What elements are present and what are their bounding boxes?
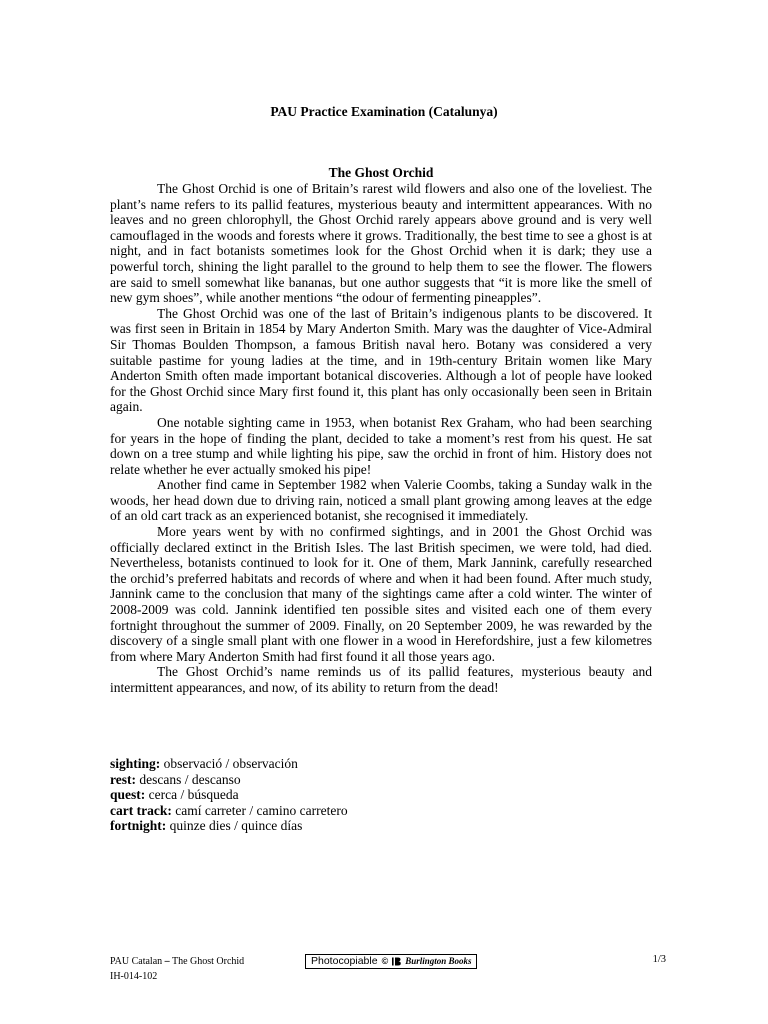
glossary-term: rest:	[110, 771, 136, 787]
footer-course-dash: –	[164, 956, 170, 967]
publisher-name: Burlington Books	[405, 956, 472, 966]
footer-course-prefix: PAU Catalan	[110, 956, 165, 967]
article-paragraph: The Ghost Orchid was one of the last of Britain’s indigenous plants to be discovered. It was first seen in Britain in 1854 by Mary Anderton Smith. Mary was the daughter of Vice-Admiral Sir Thomas Boulden Thompson, a famous British naval hero. Botany was considered a very suitable pastime for young ladies at the time, and in 19th-century Britain women like Mary Anderton Smith often made important botanical discoveries. Although a lot of people have looked for the Ghost Orchid since Mary first found it, this plant has only occasionally been seen in Britain again.	[110, 305, 652, 415]
article-paragraph: One notable sighting came in 1953, when botanist Rex Graham, who had been searching for years in the hope of finding the plant, decided to take a moment’s rest from his quest. He sat down on a tree stump and while lighting his pipe, saw the orchid in front of him. History does not relate whether he ever actually smoked his pipe!	[110, 414, 652, 477]
glossary-definition: cerca / búsqueda	[148, 787, 239, 803]
glossary-entry	[110, 772, 510, 788]
page-number: 1/3	[652, 954, 666, 965]
glossary-definition: observació / observación	[163, 756, 298, 771]
exam-title: PAU Practice Examination (Catalunya)	[270, 104, 498, 119]
footer-code: IH-014-102	[110, 971, 158, 982]
footer-course-info	[110, 954, 244, 984]
footer-course-title	[110, 954, 244, 969]
glossary-term: cart track:	[110, 802, 172, 818]
glossary-term: fortnight:	[110, 818, 167, 834]
article-paragraph: Another find came in September 1982 when Valerie Coombs, taking a Sunday walk in the woods, her head down due to driving rain, noticed a small plant growing among leaves at the edge of an old cart track as an experienced botanist, she recognised it immediately.	[110, 477, 652, 524]
burlington-logo-icon	[392, 957, 401, 966]
article-paragraph: The Ghost Orchid is one of Britain’s rarest wild flowers and also one of the loveliest. The plant’s name refers to its pallid features, mysterious beauty and intermittent appearances. With no leaves and no green chlorophyll, the Ghost Orchid rarely appears above ground and is very well camouflaged in the woods and forests where it grows. Traditionally, the best time to see a ghost is at night, and in fact botanists sometimes look for the Ghost Orchid when it is dark; they use a powerful torch, shining the light parallel to the ground to help them to see the flower. The flowers are said to smell somewhat like bananas, but one author suggests that “it is more like the smell of new gym shoes”, while another mentions “the odour of fermenting pineapples”.	[110, 181, 652, 306]
glossary-entry	[110, 756, 510, 772]
glossary-entry	[110, 803, 510, 819]
glossary-definition: camí carreter / camino carretero	[175, 802, 348, 818]
glossary-definition: quinze dies / quince días	[169, 818, 303, 834]
footer-course-suffix: The Ghost Orchid	[169, 956, 245, 967]
photocopiable-label: Photocopiable	[311, 955, 378, 967]
glossary-entry	[110, 818, 510, 834]
article-paragraph: More years went by with no confirmed sightings, and in 2001 the Ghost Orchid was officially declared extinct in the British Isles. The last British specimen, we were told, had died. Nevertheless, botanists continued to look for it. One of them, Mark Jannink, carefully researched the orchid’s preferred habitats and records of where and when it had been found. After much study, Jannink came to the conclusion that many of the sightings came after a cold winter. The winter of 2008-2009 was cold. Jannink identified ten possible sites and visited each one of them every fortnight throughout the summer of 2009. Finally, on 20 September 2009, he was rewarded by the discovery of a single small plant with one flower in a wood in Herefordshire, just a few kilometres from where Mary Anderton Smith had first found it all those years ago.	[110, 524, 652, 664]
photocopiable-badge	[305, 954, 477, 969]
article-title: The Ghost Orchid	[328, 165, 434, 180]
article	[110, 166, 652, 696]
copyright-symbol: ©	[381, 956, 389, 966]
glossary-entry	[110, 787, 510, 803]
glossary-term: sighting:	[110, 756, 161, 771]
glossary-definition: descans / descanso	[139, 771, 241, 787]
glossary	[110, 756, 510, 834]
glossary-term: quest:	[110, 787, 146, 803]
article-paragraph: The Ghost Orchid’s name reminds us of its pallid features, mysterious beauty and intermittent appearances, and now, of its ability to return from the dead!	[110, 664, 652, 695]
